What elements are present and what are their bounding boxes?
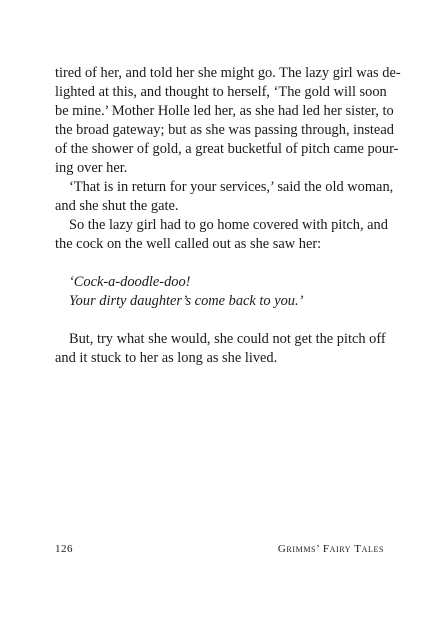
text-line: and it stuck to her as long as she lived. xyxy=(55,350,278,366)
text-line: the broad gateway; but as she was passing through, instead xyxy=(55,122,394,138)
verse-block xyxy=(55,273,384,311)
text-line: lighted at this, and thought to herself, ‘The gold will soon xyxy=(55,84,387,100)
text-line: of the shower of gold, a great bucketful of pitch came pour- xyxy=(55,141,399,157)
verse-line: ‘Cock-a-doodle-doo! xyxy=(69,274,191,290)
text-line: the cock on the well called out as she saw her: xyxy=(55,236,322,252)
text-line: tired of her, and told her she might go. The lazy girl was de- xyxy=(55,65,401,81)
text-line: ‘That is in return for your services,’ said the old woman, xyxy=(69,179,394,195)
running-head: Grimms’ Fairy Tales xyxy=(277,543,384,555)
paragraph-3 xyxy=(55,216,388,254)
paragraph-2 xyxy=(55,178,394,216)
text-line: ing over her. xyxy=(55,160,128,176)
verse-line: Your dirty daughter’s come back to you.’ xyxy=(69,293,304,309)
paragraph-closing xyxy=(55,330,384,368)
text-line: and she shut the gate. xyxy=(55,198,179,214)
paragraph-1 xyxy=(55,64,401,178)
text-line: So the lazy girl had to go home covered with pitch, and xyxy=(69,217,388,233)
page-number: 126 xyxy=(55,543,73,555)
text-line: But, try what she would, she could not get the pitch off xyxy=(69,331,386,347)
text-line: be mine.’ Mother Holle led her, as she had led her sister, to xyxy=(55,103,394,119)
body-text xyxy=(55,64,401,368)
